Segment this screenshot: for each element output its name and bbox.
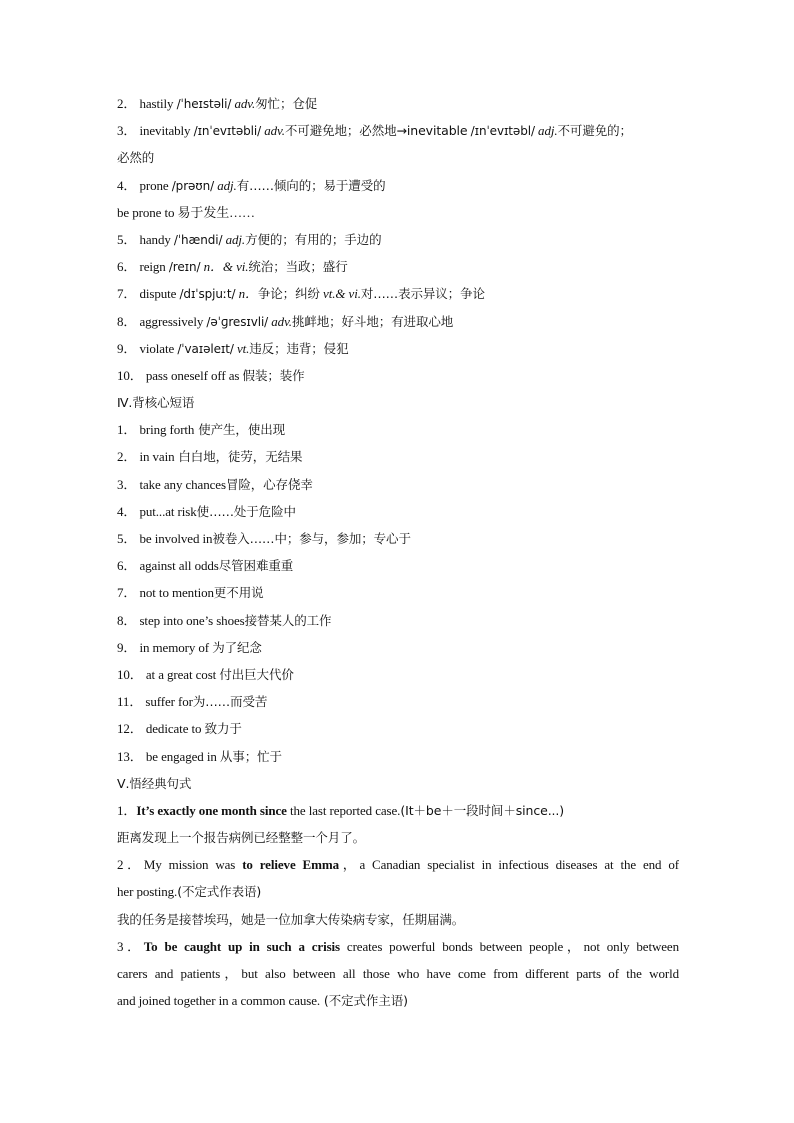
- phonetic: /reɪn/: [168, 260, 201, 275]
- phrase-english: in memory of: [139, 639, 210, 655]
- item-number: 1．: [117, 802, 137, 818]
- part-of-speech: n．& vi.: [203, 259, 249, 275]
- item-number: 10．: [117, 367, 143, 383]
- part-of-speech: adv.: [271, 313, 292, 329]
- phrase-item: [117, 607, 679, 634]
- phrase-item: [117, 579, 679, 606]
- phrase-chinese: 使产生，使出现: [194, 422, 286, 438]
- item-number: 10．: [117, 666, 143, 682]
- phrase-chinese: 为了纪念: [212, 639, 262, 655]
- vocab-item: [117, 280, 679, 307]
- grammar-note: (不定式作表语): [177, 884, 262, 900]
- phrase-chinese: 付出巨大代价: [219, 666, 294, 682]
- vocab-item: [117, 253, 679, 280]
- vocab-item: [117, 172, 679, 199]
- phrase-item: [117, 743, 679, 770]
- phrase-item: [117, 443, 679, 470]
- item-number: 2．: [117, 449, 137, 465]
- phrase-english: take any chances: [139, 476, 226, 492]
- phrase-english: against all odds: [139, 558, 219, 574]
- phrase-chinese: 致力于: [204, 721, 242, 737]
- phrase-chinese: 使……处于危险中: [196, 503, 296, 519]
- sentence-item: [117, 851, 679, 878]
- phrase-chinese: 被卷入……中；参与，参加；专心于: [212, 531, 411, 546]
- phrase-english: step into one’s shoes: [139, 612, 245, 628]
- phrase-english: not to mention: [139, 585, 214, 601]
- sentence-text: and joined together in a common cause.: [117, 993, 321, 1009]
- phrase-chinese: 接替某人的工作: [244, 612, 332, 628]
- vocab-item: [117, 335, 679, 362]
- sentence-key-pattern: to relieve Emma: [242, 857, 339, 873]
- vocab-word: reign: [139, 259, 166, 275]
- part-of-speech: adj.: [217, 177, 237, 193]
- vocab-meaning: 匆忙；仓促: [255, 96, 318, 111]
- phrase-item: [117, 715, 679, 742]
- phrase-english: be involved in: [139, 531, 213, 546]
- item-number: 3．: [117, 938, 144, 954]
- section-heading: Ⅴ.悟经典句式: [117, 775, 192, 791]
- sentence-continued: carers and patients，but also between all those who have come from different parts of the world: [117, 966, 679, 981]
- vocab-item: [117, 117, 679, 144]
- vocab-meaning: 方便的；有用的；手边的: [245, 231, 382, 247]
- vocab-word: pass oneself off as: [145, 367, 240, 383]
- vocab-item: [117, 362, 679, 389]
- phrase-item: [117, 661, 679, 688]
- sentence-key-pattern: It’s exactly one month since: [136, 802, 287, 818]
- vocab-word: violate: [139, 340, 175, 356]
- item-number: 7．: [117, 286, 137, 302]
- grammar-note: (不定式作主语): [320, 993, 408, 1009]
- phrase-chinese: 从事；忙于: [219, 748, 282, 764]
- phonetic: /ɪnˈevɪtəbli/: [193, 124, 262, 139]
- sentence-continued: [117, 987, 679, 1014]
- vocab-word: handy: [139, 231, 171, 247]
- item-number: 1．: [117, 422, 137, 438]
- section-heading: Ⅳ.背核心短语: [117, 395, 195, 411]
- item-number: 2．: [117, 857, 144, 873]
- vocab-item: [117, 90, 679, 117]
- sentence-key-pattern: To be caught up in such a crisis: [143, 938, 341, 954]
- vocab-word: hastily: [139, 96, 174, 111]
- phonetic: /dɪˈspjuːt/: [179, 287, 236, 302]
- vocab-item: [117, 308, 679, 335]
- item-number: 3．: [117, 123, 137, 139]
- sentence-item: [117, 797, 679, 824]
- vocab-meaning: 争论；纠纷: [257, 286, 320, 302]
- vocab-meaning: 对……表示异议；争论: [360, 286, 485, 302]
- vocab-meaning: 违反；违背；侵犯: [249, 340, 349, 356]
- phrase-english: suffer for: [145, 694, 193, 710]
- phrase-chinese: 为……而受苦: [192, 694, 268, 710]
- phrase-english: in vain: [139, 449, 175, 465]
- item-number: 4．: [117, 503, 137, 519]
- phonetic: /ˈvaɪəleɪt/: [177, 341, 234, 356]
- phrase-item: [117, 688, 679, 715]
- phrase-chinese: 冒险，心存侥幸: [225, 476, 313, 492]
- sentence-text: creates powerful bonds between people，not only between: [340, 938, 679, 954]
- sentence-translation: 我的任务是接替埃玛，她是一位加拿大传染病专家，任期届满。: [117, 911, 465, 927]
- item-number: 5．: [117, 231, 137, 247]
- vocab-word: prone: [139, 177, 169, 193]
- grammar-note: (It＋be＋一段时间＋since...): [400, 802, 565, 818]
- phrase-item: [117, 416, 679, 443]
- phrase-english: dedicate to: [145, 721, 202, 737]
- phrase-item: [117, 498, 679, 525]
- phrase-english: be engaged in: [145, 748, 217, 764]
- part-of-speech: adv.: [264, 123, 285, 139]
- item-number: 5．: [117, 531, 137, 546]
- vocab-meaning: 挑衅地；好斗地；有进取心地: [291, 313, 454, 329]
- phrase-item: [117, 552, 679, 579]
- item-number: 6．: [117, 558, 137, 574]
- item-number: 8．: [117, 612, 137, 628]
- sentence-item: [117, 933, 679, 960]
- sentence-continued: [117, 878, 679, 905]
- vocab-meaning: 不可避免地；必然地→inevitable: [284, 123, 468, 139]
- vocab-phrase: be prone to 易于发生……: [117, 204, 255, 220]
- phrase-item: [117, 471, 679, 498]
- phrase-chinese: 白白地，徒劳，无结果: [174, 449, 303, 465]
- item-number: 13．: [117, 748, 143, 764]
- part-of-speech: adv.: [234, 96, 256, 111]
- phonetic: /ˈheɪstəli/: [176, 97, 232, 111]
- vocab-meaning: 统治；当政；盛行: [248, 259, 348, 275]
- part-of-speech: n．: [238, 286, 258, 302]
- vocab-word: inevitably: [139, 123, 191, 139]
- document-page: [117, 90, 679, 1014]
- item-number: 9．: [117, 340, 137, 356]
- item-number: 8．: [117, 313, 137, 329]
- vocab-item: [117, 226, 679, 253]
- item-number: 2．: [117, 96, 137, 111]
- sentence-text: ，a Canadian specialist in infectious diseases at the end of: [338, 857, 679, 873]
- part-of-speech: adj.: [538, 123, 558, 139]
- part-of-speech: vt.: [236, 340, 250, 356]
- part-of-speech: vt.& vi.: [323, 286, 361, 302]
- phrase-english: put...at risk: [139, 503, 197, 519]
- item-number: 7．: [117, 585, 137, 601]
- item-number: 12．: [117, 721, 143, 737]
- vocab-meaning: 不可避免的；: [557, 123, 632, 139]
- phrase-item: [117, 634, 679, 661]
- phrase-chinese: 尽管困难重重: [218, 558, 294, 574]
- phrase-chinese: 更不用说: [213, 585, 264, 601]
- item-number: 11．: [117, 694, 143, 710]
- vocab-meaning-continued: 必然的: [117, 150, 155, 166]
- item-number: 9．: [117, 639, 137, 655]
- vocab-meaning: 有……倾向的；易于遭受的: [236, 177, 386, 193]
- sentence-translation: 距离发现上一个报告病例已经整整一个月了。: [117, 830, 366, 846]
- phrase-item: [117, 525, 679, 552]
- phonetic: /ɪnˈevɪtəbl/: [470, 124, 535, 139]
- phonetic: /prəʊn/: [171, 178, 215, 193]
- phrase-english: bring forth: [139, 422, 195, 438]
- item-number: 3．: [117, 476, 137, 492]
- vocab-word: dispute: [139, 286, 177, 302]
- phrase-english: at a great cost: [145, 666, 217, 682]
- sentence-text: her posting.: [117, 884, 178, 900]
- part-of-speech: adj.: [225, 231, 246, 247]
- item-number: 6．: [117, 259, 137, 275]
- item-number: 4．: [117, 177, 137, 193]
- sentence-text: My mission was: [143, 857, 243, 873]
- sentence-text: the last reported case.: [286, 802, 401, 818]
- phonetic: /ˈhændi/: [173, 232, 223, 247]
- vocab-meaning: 假装；装作: [242, 367, 305, 383]
- phonetic: /əˈɡresɪvli/: [206, 314, 269, 329]
- vocab-word: aggressively: [139, 313, 204, 329]
